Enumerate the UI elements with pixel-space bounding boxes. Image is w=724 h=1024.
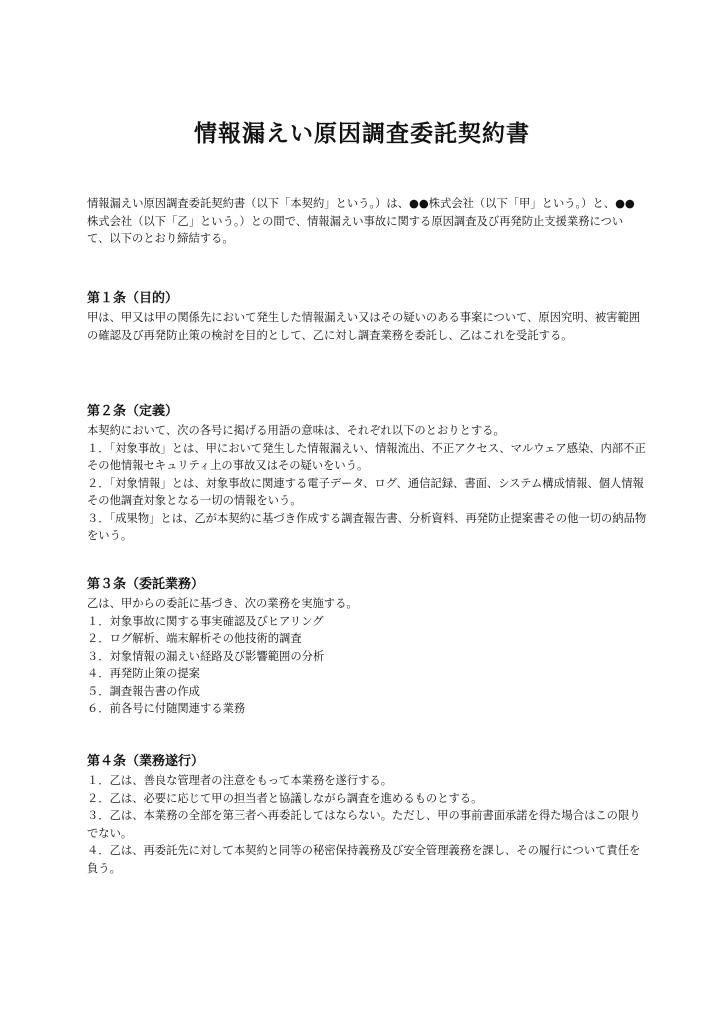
article-3-item-6: ６．前各号に付随関連する業務 [87, 702, 246, 715]
article-4-heading: 第４条（業務遂行） [87, 754, 205, 769]
article-3-body [87, 595, 647, 718]
article-2-body [87, 422, 647, 545]
article-3 [87, 575, 647, 718]
article-3-item-5: ５．調査報告書の作成 [87, 684, 200, 698]
article-4-item-3: ３．乙は、本業務の全部を第三者へ再委託してはならない。ただし、甲の事前書面承諾を得た場合はこの限りでない。 [87, 809, 641, 840]
article-1-heading: 第１条（目的） [87, 291, 179, 306]
article-4-body [87, 772, 647, 877]
article-4-item-1: １．乙は、善良な管理者の注意をもって本業務を遂行する。 [87, 774, 393, 787]
article-1-text: 甲は、甲又は甲の関係先において発生した情報漏えい又はその疑いのある事案について、原因究明、被害範囲の確認及び再発防止策の検討を目的として、乙に対し調査業務を委託し、乙はこれを受託する。 [87, 311, 641, 342]
article-2-item-2: ２．「対象情報」とは、対象事故に関連する電子データ、ログ、通信記録、書面、システム構成情報、個人情報その他調査対象となる一切の情報をいう。 [87, 476, 644, 507]
article-4 [87, 752, 647, 877]
article-3-item-1: １．対象事故に関する事実確認及びヒアリング [87, 614, 324, 628]
article-4-item-2: ２．乙は、必要に応じて甲の担当者と協議しながら調査を進めるものとする。 [87, 791, 483, 805]
article-2 [87, 402, 647, 545]
article-2-intro: 本契約において、次の各号に掲げる用語の意味は、それぞれ以下のとおりとする。 [87, 424, 505, 437]
article-3-item-4: ４．再発防止策の提案 [87, 667, 200, 680]
article-2-heading: 第２条（定義） [87, 404, 179, 419]
article-1-body [87, 309, 647, 344]
article-3-intro: 乙は、甲からの委託に基づき、次の業務を実施する。 [87, 597, 358, 610]
preamble-paragraph: 情報漏えい原因調査委託契約書（以下「本契約」という。）は、●●株式会社（以下「甲」という。）と、●●株式会社（以下「乙」という。）との間で、情報漏えい事故に関する原因調査及び再発防止支援業務について、以下のとおり締結する。 [87, 197, 635, 245]
article-4-item-4: ４．乙は、再委託先に対して本契約と同等の秘密保持義務及び安全管理義務を課し、その履行について責任を負う。 [87, 844, 641, 875]
article-2-item-3: ３．「成果物」とは、乙が本契約に基づき作成する調査報告書、分析資料、再発防止提案書その他一切の納品物をいう。 [87, 511, 647, 542]
article-1 [87, 289, 647, 344]
document-title: 情報漏えい原因調査委託契約書 [194, 121, 530, 147]
article-3-heading: 第３条（委託業務） [87, 577, 205, 592]
article-2-item-1: １．「対象事故」とは、甲において発生した情報漏えい、情報流出、不正アクセス、マルウェア感染、内部不正その他情報セキュリティ上の事故又はその疑いをいう。 [87, 441, 646, 472]
article-3-item-3: ３．対象情報の漏えい経路及び影響範囲の分析 [87, 649, 325, 663]
article-3-item-2: ２．ログ解析、端末解析その他技術的調査 [87, 632, 302, 645]
